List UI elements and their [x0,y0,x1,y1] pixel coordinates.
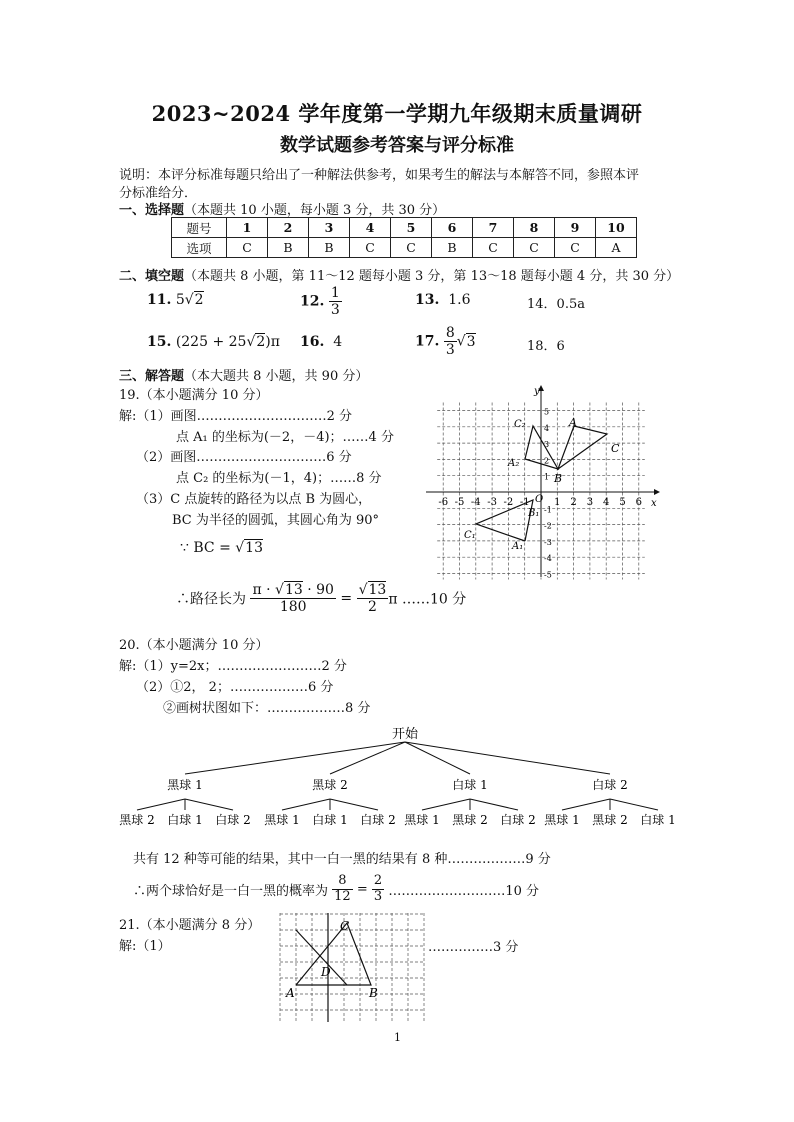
point-d-label: D [321,965,331,979]
q-answer: C [227,238,268,258]
y-tick-label: 1 [544,472,550,482]
q-answer: C [473,238,514,258]
x-tick-label: -3 [487,497,497,508]
answer-17: 17. $\frac{8}{3}$ √3 [415,325,476,359]
answer-14: 14．0.5a [527,297,585,312]
tree-node-level1: 白球 2 [592,778,628,792]
x-axis-label: x [651,498,657,509]
q-number: 7 [473,218,514,238]
answer-11: 11. 5√2 [147,292,204,308]
q-number: 6 [432,218,473,238]
document-subtitle: 数学试题参考答案与评分标准 [280,135,514,156]
section-2-heading [119,265,679,284]
y-tick-label: 2 [544,456,550,466]
section-2-title: 二、填空题 [119,269,185,284]
tree-node-level2: 黑球 1 [404,813,440,827]
answer-table-number-row [172,218,637,238]
tree-node-level2: 白球 2 [215,813,251,827]
q19-line-4: 点 C₂ 的坐标为(－1，4)；……8 分 [176,471,382,486]
answer-16: 16. 4 [300,334,343,350]
tree-node-level2: 黑球 2 [592,813,628,827]
q19-line-3: （2）画图…………………………6 分 [136,450,352,465]
tree-branch [562,799,610,810]
x-tick-label: -2 [503,497,514,508]
q-answer: B [268,238,309,258]
section-1-heading [119,199,445,218]
q-answer: B [309,238,350,258]
point-b-label: B [369,986,378,1000]
q-number: 4 [350,218,391,238]
section-1-title: 一、选择题 [119,203,185,218]
q21-grid-figure [276,910,428,1025]
tree-branch [137,799,185,810]
tree-branch [405,742,610,774]
page-number: 1 [394,1031,401,1044]
tree-branch [185,799,233,810]
q-answer: C [514,238,555,258]
note-line-1: 说明：本评分标准每题只给出了一种解法供参考，如果考生的解法与本解答不同，参照本评 [119,168,640,183]
tree-node-level2: 白球 2 [500,813,536,827]
answer-table [171,217,637,258]
tree-branch [330,742,405,774]
point-a2-label: A₂ [508,458,520,469]
q-number: 1 [227,218,268,238]
y-tick-label: 5 [544,407,550,417]
tree-branch [330,799,378,810]
q21-line-1: 解:（1） [119,939,171,954]
answer-13: 13. 1.6 [415,292,471,308]
x-tick-label: 6 [635,497,642,508]
q-answer: B [432,238,473,258]
q19-coordinate-graph [420,382,660,582]
tree-node-level2: 白球 1 [167,813,203,827]
row-head-option: 选项 [172,238,227,258]
q20-line-5: ∴两个球恰好是一白一黑的概率为 $\frac{8}{12}$ = $\frac{2}{3}$ ………………………10 分 [133,873,539,904]
y-tick-label: -1 [544,505,552,515]
tree-branch [282,799,330,810]
x-tick-label: 3 [586,497,594,508]
tree-node-level2: 黑球 1 [544,813,580,827]
q20-line-1: 解:（1）y=2x；……………………2 分 [119,659,347,674]
q19-line-8: ∴路径长为 $\frac{\pi \cdot √13 \cdot 90}{180}$ = $\frac{√13}{2}$ π ……10 分 [176,582,467,616]
y-tick-label: -5 [544,570,552,580]
x-tick-label: -4 [470,497,481,508]
q-answer: C [350,238,391,258]
document-title: 2023~2024 学年度第一学期九年级期末质量调研 [151,101,643,126]
q21-heading: 21.（本小题满分 8 分） [119,918,261,933]
q-number: 2 [268,218,309,238]
tree-branch [470,799,518,810]
tree-node-level2: 白球 2 [360,813,396,827]
q20-tree-diagram [118,722,678,837]
section-1-desc: （本题共 10 小题，每小题 3 分，共 30 分） [184,203,446,218]
tree-node-level2: 黑球 2 [452,813,488,827]
tree-node-level2: 黑球 1 [264,813,300,827]
q20-line-4: 共有 12 种等可能的结果，其中一白一黑的结果有 8 种………………9 分 [133,852,551,867]
tree-node-level2: 白球 1 [312,813,348,827]
q-number: 3 [309,218,350,238]
section-3-desc: （本大题共 8 小题，共 90 分） [184,369,369,384]
point-b-label: B [554,472,563,485]
origin-label: O [535,494,544,505]
answer-12: 12. $\frac{1}{3}$ [300,285,340,319]
y-axis-label: y [534,386,540,397]
point-c-label: C [611,442,620,455]
tree-node-level1: 白球 1 [452,778,488,792]
q19-heading: 19.（本小题满分 10 分） [119,388,269,403]
point-a-label: A [286,986,295,1000]
q-answer: C [555,238,596,258]
tree-node-level2: 黑球 2 [119,813,155,827]
section-3-heading [119,365,368,384]
tree-node-level1: 黑球 2 [312,778,348,792]
x-tick-label: -1 [519,497,530,508]
tree-node-level1: 黑球 1 [167,778,203,792]
answer-table-option-row [172,238,637,258]
y-tick-label: -3 [544,537,552,547]
section-3-title: 三、解答题 [119,369,185,384]
y-tick-label: -2 [544,521,552,531]
q-answer: A [596,238,637,258]
section-2-desc: （本题共 8 小题，第 11～12 题每小题 3 分，第 13～18 题每小题 4 分，共 30 分） [184,269,680,284]
note-line-2: 分标准给分． [119,186,198,201]
answer-15: 15. (225 + 25√2)π [147,334,280,350]
q-answer: C [391,238,432,258]
point-a-label: A [569,416,577,429]
x-tick-label: 1 [554,497,561,508]
y-tick-label: 4 [544,423,550,433]
q-number: 10 [596,218,637,238]
q21-grid [280,913,424,1025]
q-number: 9 [555,218,596,238]
q19-line-2: 点 A₁ 的坐标为(－2，－4)；……4 分 [176,430,394,445]
q-number: 5 [391,218,432,238]
x-tick-label: -5 [454,497,465,508]
point-c1-label: C₁ [464,530,476,541]
y-tick-label: -4 [544,554,552,564]
answer-18: 18．6 [527,339,565,354]
x-tick-label: 4 [603,497,610,508]
point-c-label: C [340,919,350,933]
q19-line-5: （3）C 点旋转的路径为以点 B 为圆心， [136,492,372,507]
q19-line-6: BC 为半径的圆弧，其圆心角为 90° [172,513,380,528]
x-tick-label: 5 [619,497,626,508]
triangle-abc [558,426,607,469]
q19-line-1: 解:（1）画图…………………………2 分 [119,409,353,424]
x-axis-arrow [654,489,660,495]
q20-heading: 20.（本小题满分 10 分） [119,638,269,653]
x-tick-label: 2 [570,497,577,508]
point-a1-label: A₁ [512,541,524,552]
q19-line-7: ∵ BC = √13 [180,540,263,556]
tree-branch [422,799,470,810]
row-head-number: 题号 [172,218,227,238]
tree-node-level2: 白球 1 [640,813,676,827]
point-b1-label: B₁ [528,508,540,519]
x-tick-label: -6 [438,497,449,508]
y-tick-label: 3 [544,440,550,450]
q20-line-3: ②画树状图如下：………………8 分 [163,701,371,716]
tree-branch [610,799,658,810]
tree-branch [185,742,405,774]
q21-score: ……………3 分 [428,940,519,955]
q-number: 8 [514,218,555,238]
point-c2-label: C₂ [514,419,526,430]
tree-root: 开始 [391,727,419,742]
q20-line-2: （2）①2， 2；………………6 分 [136,680,334,695]
